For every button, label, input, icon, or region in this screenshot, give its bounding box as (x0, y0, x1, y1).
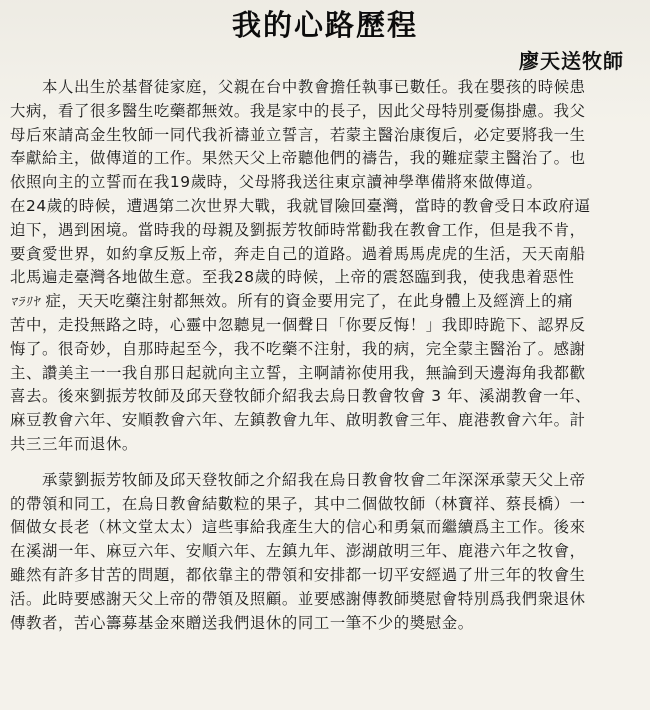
text-line: 奉獻給主，做傳道的工作。果然天父上帝聽他們的禱告，我的難症蒙主醫治了。也 (10, 149, 586, 168)
text-line: 承蒙劉振芳牧師及邱天登牧師之介紹我在烏日教會牧會二年深深承蒙天父上帝 (10, 470, 586, 489)
text-line-with-note (10, 290, 636, 314)
text-line: 本人出生於基督徒家庭，父親在台中教會擔任執事已數任。我在嬰孩的時候患 (10, 78, 586, 96)
text-line: 在溪湖一年、麻豆六年、安順六年、左鎮九年、澎湖啟明三年、鹿港六年之牧會， (10, 542, 586, 561)
text-line: 母后來請高金生牧師一同代我祈禱並立誓言，若蒙主醫治康復后，必定要將我一生 (10, 125, 586, 144)
text-line: 麻豆教會六年、安順教會六年、左鎮教會九年、啟明教會三年、鹿港教會六年。計 (10, 411, 586, 430)
article-title: 我的心路歷程 (231, 8, 418, 42)
handwritten-note: ﾏﾗﾘﾔ (10, 295, 40, 311)
text-line: 悔了。很奇妙，自那時起至今，我不吃藥不注射，我的病，完全蒙主醫治了。感謝 (10, 339, 586, 358)
text-line: 主、讚美主一一我自那日起就向主立誓，主啊請祢使用我，無論到天邊海角我都歡 (10, 363, 586, 382)
text-line: 共三三年而退休。 (10, 434, 138, 453)
text-line: 個做女長老（林文堂太太）這些事給我產生大的信心和勇氣而繼續爲主工作。後來 (10, 518, 586, 537)
text-line: 活。此時要感謝天父上帝的帶領及照顧。並要感謝傳教師奬慰會特別爲我們衆退休 (10, 589, 586, 608)
text-line: 傳教者，苦心籌募基金來贈送我們退休的同工一筆不少的奬慰金。 (10, 613, 474, 632)
article-author: 廖天送牧師 (519, 49, 624, 73)
paragraph-gap (10, 457, 636, 469)
text-line: 苦中，走投無路之時，心靈中忽聽見一個聲日「你要反悔！」我即時跪下、認界反 (10, 315, 586, 334)
article-body (10, 76, 636, 635)
text-line: 雖然有許多甘苦的問題，都依靠主的帶領和安排都一切平安經過了卅三年的牧會生 (10, 565, 586, 584)
text-line: 大病，看了很多醫生吃藥都無效。我是家中的長子，因此父母特別憂傷掛慮。我父 (10, 101, 586, 120)
text-line: 在24歲的時候，遭遇第二次世界大戰，我就冒險回臺灣，當時的教會受日本政府逼 (10, 196, 591, 215)
text-segment: 症，天天吃藥注射都無效。所有的資金要用完了，在此身體上及經濟上的痛 (45, 292, 574, 311)
text-line: 北馬遍走臺灣各地做生意。至我28歲的時候，上帝的震怒臨到我，使我患着惡性 (10, 268, 575, 287)
text-line: 喜去。後來劉振芳牧師及邱天登牧師介紹我去烏日教會牧會 3 年、溪湖教會一年、 (10, 387, 592, 406)
text-line: 迫下，遇到困境。當時我的母親及劉振芳牧師時常勸我在教會工作，但是我不肯， (10, 220, 586, 239)
text-line: 的帶領和同工，在烏日教會結數粒的果子，其中二個做牧師（林寶祥、蔡長橋）一 (10, 494, 586, 513)
text-line: 依照向主的立誓而在我19歲時，父母將我送往東京讀神學準備將來做傳道。 (10, 173, 543, 192)
text-line: 要貪愛世界，如約拿反叛上帝，奔走自己的道路。過着馬馬虎虎的生活，天天南船 (10, 244, 586, 263)
